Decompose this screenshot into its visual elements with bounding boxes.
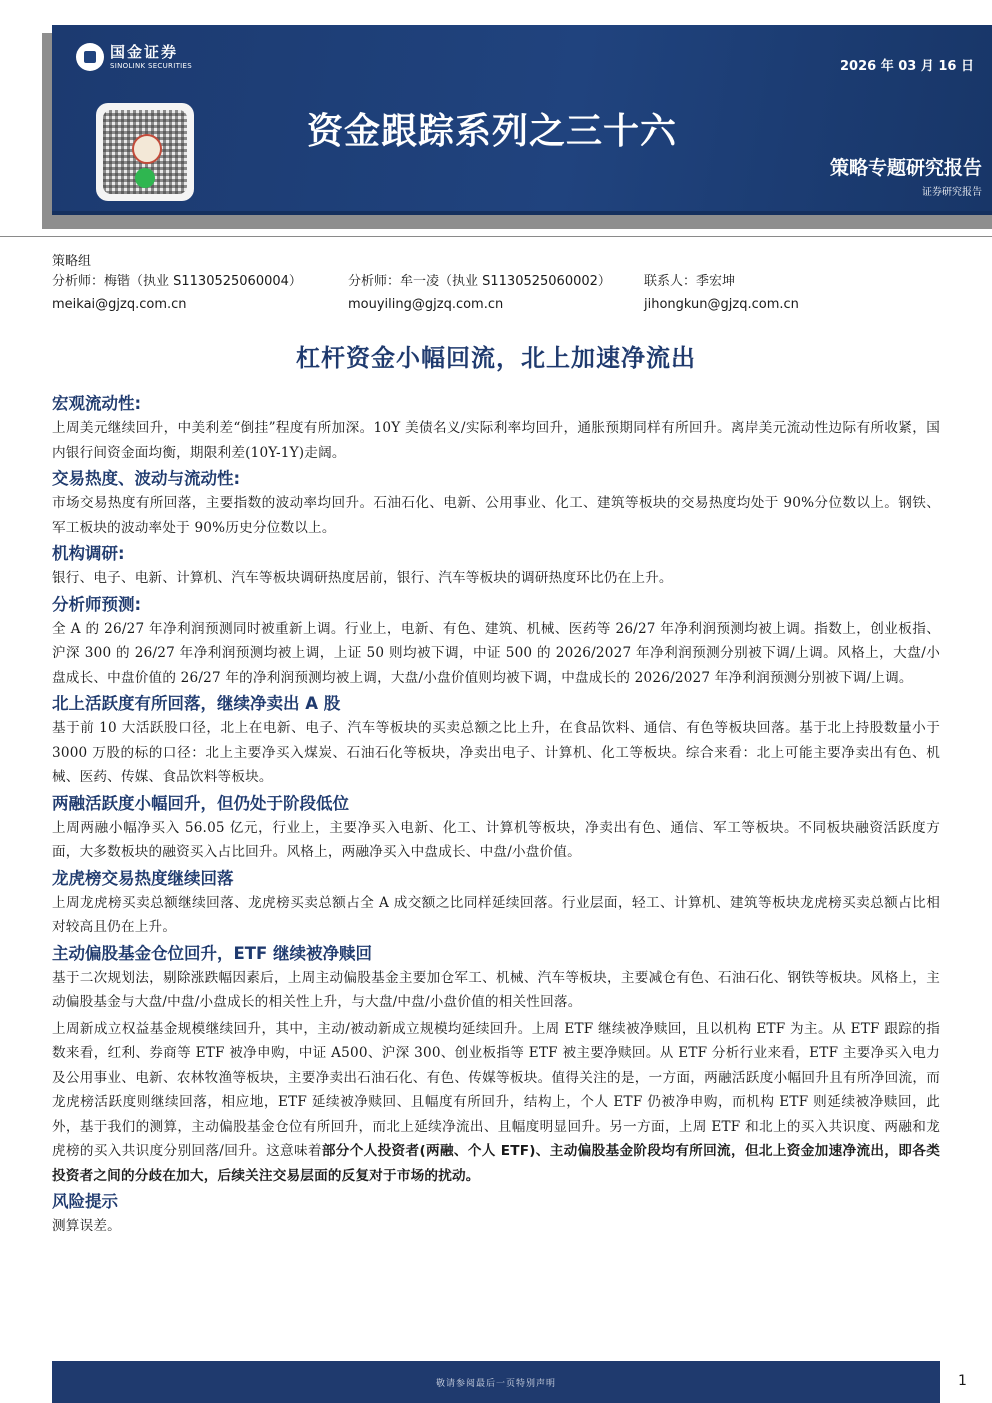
section-body: 上周美元继续回升，中美利差“倒挂”程度有所加深。10Y 美债名义/实际利率均回升，通胀预期同样有所回升。离岸美元流动性边际有所收紧，国内银行间资金面均衡，期限利差(10Y-1Y)走阔。 <box>52 420 940 461</box>
section-body: 上周两融小幅净买入 56.05 亿元，行业上，主要净买入电新、化工、计算机等板块，净卖出有色、通信、军工等板块。不同板块融资活跃度方面，大多数板块的融资买入占比回升。风格上，两融净买入中盘成长、中盘/小盘价值。 <box>52 819 940 860</box>
section-body: 全 A 的 26/27 年净利润预测同时被重新上调。行业上，电新、有色、建筑、机械、医药等 26/27 年净利润预测均被上调。指数上，创业板指、沪深 300 的 26/27 年净利润预测均被上调，上证 50 则均被下调，中证 500 的 2026/2027 年净利润预测分别被下调/上调。风格上，大盘/小盘成长、中盘价值的 26/27 年的净利润预测均被上调，大盘/小盘价值则均被下调，中盘成长的 2026/2027 年净利润预测分别被下调/上调。 <box>52 620 940 686</box>
footer-bar <box>52 1361 940 1403</box>
author-label: 联系人：季宏坤 <box>644 274 736 289</box>
section-heading: 宏观流动性: <box>52 394 142 413</box>
qr-code-icon <box>96 103 194 201</box>
logo-name-cn: 国金证券 <box>110 42 179 61</box>
footer-notice: 敬请参阅最后一页特别声明 <box>435 1378 556 1389</box>
section-heading: 北上活跃度有所回落，继续净卖出 A 股 <box>52 694 341 713</box>
page-number: 1 <box>958 1373 967 1389</box>
author-email[interactable]: jihongkun@gjzq.com.cn <box>644 297 799 312</box>
main-title: 杠杆资金小幅回流，北上加速净流出 <box>296 344 696 372</box>
section-body-text: 上周新成立权益基金规模继续回升，其中，主动/被动新成立规模均延续回升。上周 ETF 继续被净赎回，且以机构 ETF 为主。从 ETF 跟踪的指数来看，红利、券商等 ETF 被净申购，中证 A500、沪深 300、创业板指等 ETF 被主要净赎回。从 ETF 分析行业来看，ETF 主要净买入电力及公用事业、电新、农林牧渔等板块，主要净卖出石油石化、有色、传媒等板块。值得关注的是，一方面，两融活跃度小幅回升且有所净回流，而龙虎榜活跃度则继续回落，相应地，ETF 延续被净赎回、且幅度有所回升，结构上，个人 ETF 仍被净申购，而机构 ETF 则延续被净赎回，此外，基于我们的测算，主动偏股基金仓位有所回升，而北上延续净流出、且幅度明显回升。另一方面，上周 ETF 和北上的买入共识度、两融和龙虎榜的买入共识度分别回落/回升。这意味着 <box>52 1020 940 1159</box>
header-banner <box>52 25 992 215</box>
logo-icon <box>76 43 104 71</box>
section-body: 基于前 10 大活跃股口径，北上在电新、电子、汽车等板块的买卖总额之比上升，在食品饮料、通信、有色等板块回落。基于北上持股数量小于 3000 万股的标的口径：北上主要净买入煤炭、石油石化等板块，净卖出电子、计算机、化工等板块。综合来看：北上可能主要净卖出有色、机械、医药、传媒、食品饮料等板块。 <box>52 720 940 785</box>
section-body: 基于二次规划法，剔除涨跌幅因素后，上周主动偏股基金主要加仓军工、机械、汽车等板块，主要减仓有色、石油石化、钢铁等板块。风格上，主动偏股基金与大盘/中盘/小盘成长的相关性上升，与大盘/中盘/小盘价值的相关性回落。 <box>52 969 940 1010</box>
author-3 <box>644 270 799 316</box>
section-heading: 风险提示 <box>52 1192 118 1211</box>
wechat-icon <box>135 168 155 188</box>
author-email[interactable]: meikai@gjzq.com.cn <box>52 297 187 312</box>
section-heading: 龙虎榜交易热度继续回落 <box>52 868 234 888</box>
section-heading: 分析师预测: <box>52 594 142 614</box>
section-body: 银行、电子、电新、计算机、汽车等板块调研热度居前，银行、汽车等板块的调研热度环比仍在上升。 <box>52 570 673 586</box>
section-body: 上周龙虎榜买卖总额继续回落、龙虎榜买卖总额占全 A 成交额之比同样延续回落。行业层面，轻工、计算机、建筑等板块龙虎榜买卖总额占比相对较高且仍在上升。 <box>52 894 940 935</box>
logo-name-en: SINOLINK SECURITIES <box>110 61 192 70</box>
author-1 <box>52 270 302 316</box>
header-divider <box>0 236 992 237</box>
report-type: 策略专题研究报告 <box>829 157 982 179</box>
section-body-emphasis: 部分个人投资者(两融、个人 ETF)、主动偏股基金阶段均有所回流，但北上资金加速净流出，即各类投资者之间的分歧在加大，后续关注交易层面的反复对于市场的扰动。 <box>52 1143 940 1184</box>
report-summary <box>52 392 940 1241</box>
author-2 <box>348 270 611 316</box>
section-heading: 机构调研: <box>52 544 125 563</box>
author-group: 策略组 <box>52 254 92 269</box>
section-heading: 两融活跃度小幅回升，但仍处于阶段低位 <box>52 793 349 813</box>
report-subtype: 证券研究报告 <box>922 187 982 198</box>
section-body: 测算误差。 <box>52 1218 121 1234</box>
section-heading: 主动偏股基金仓位回升，ETF 继续被净赎回 <box>52 943 373 963</box>
series-title: 资金跟踪系列之三十六 <box>307 111 678 152</box>
section-body-continued <box>52 1017 940 1189</box>
author-email[interactable]: mouyiling@gjzq.com.cn <box>348 297 504 312</box>
company-logo <box>76 43 192 71</box>
report-date: 2026 年 03 月 16 日 <box>840 59 974 74</box>
section-heading: 交易热度、波动与流动性: <box>52 469 241 488</box>
author-label: 分析师：牟一凌（执业 S1130525060002） <box>348 274 611 289</box>
author-label: 分析师：梅锴（执业 S1130525060004） <box>52 274 302 289</box>
section-body: 市场交易热度有所回落，主要指数的波动率均回升。石油石化、电新、公用事业、化工、建筑等板块的交易热度均处于 90%分位数以上。钢铁、军工板块的波动率处于 90%历史分位数以上。 <box>52 495 940 536</box>
